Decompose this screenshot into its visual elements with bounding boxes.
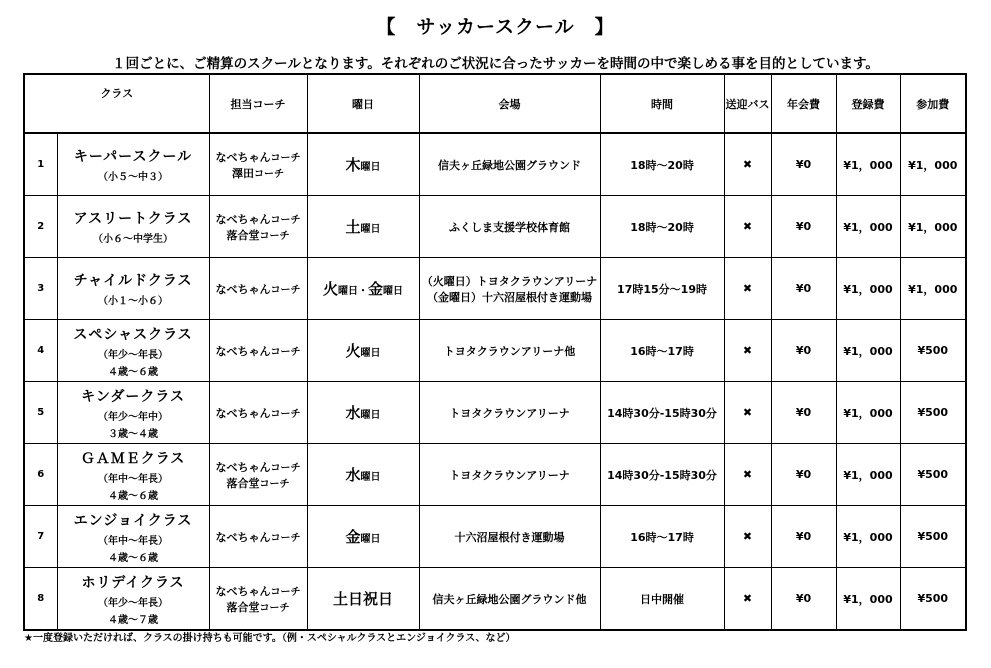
class-age: ４歳～６歳 <box>108 366 158 378</box>
venue-name: 信夫ヶ丘緑地公園グラウンド他 <box>432 592 587 606</box>
table-row <box>24 133 966 196</box>
day-suffix: 曜日 <box>360 410 381 421</box>
coach-name: 落合堂 <box>226 600 260 614</box>
participation-fee-cell: ¥500 <box>900 382 966 444</box>
day-main: 水 <box>345 404 361 422</box>
day-main: 金 <box>368 280 384 298</box>
venue-name: 十六沼屋根付き運動場 <box>454 530 565 544</box>
class-cell <box>57 320 209 382</box>
annual-fee-cell: ¥0 <box>771 133 836 196</box>
bus-unavailable-icon: ✖ <box>724 258 771 320</box>
coach-suffix: コーチ <box>270 152 301 164</box>
participation-fee-cell: ¥500 <box>900 320 966 382</box>
annual-fee-cell: ¥0 <box>771 382 836 444</box>
participation-fee-cell: ¥1，000 <box>900 133 966 196</box>
day-cell <box>307 258 419 320</box>
day-cell <box>307 382 419 444</box>
day-suffix: 曜日・ <box>338 286 369 297</box>
table-row <box>24 568 966 631</box>
registration-fee-cell: ¥1，000 <box>836 258 900 320</box>
coach-cell <box>209 133 307 196</box>
venue-cell <box>419 133 600 196</box>
coach-suffix: コーチ <box>270 284 301 296</box>
time-cell: 16時～17時 <box>600 506 724 568</box>
row-number: 6 <box>24 444 57 506</box>
registration-fee-cell: ¥1，000 <box>836 382 900 444</box>
venue-name: （火曜日）トヨタクラウンアリーナ <box>421 274 598 288</box>
class-name: チャイルドクラス <box>73 273 193 289</box>
annual-fee-cell: ¥0 <box>771 258 836 320</box>
coach-name: 澤田 <box>232 166 255 180</box>
class-cell <box>57 196 209 258</box>
coach-suffix: コーチ <box>270 346 301 358</box>
class-cell <box>57 506 209 568</box>
participation-fee-cell: ¥500 <box>900 506 966 568</box>
coach-name: なべちゃん <box>215 282 271 296</box>
bus-unavailable-icon: ✖ <box>724 133 771 196</box>
venue-cell <box>419 568 600 631</box>
annual-fee-cell: ¥0 <box>771 196 836 258</box>
class-age: ４歳～７歳 <box>108 614 158 626</box>
class-name: アスリートクラス <box>73 211 193 227</box>
day-suffix: 曜日 <box>360 348 381 359</box>
day-main: 水 <box>345 466 361 484</box>
day-cell <box>307 196 419 258</box>
annual-fee-cell: ¥0 <box>771 320 836 382</box>
annual-fee-cell: ¥0 <box>771 444 836 506</box>
row-number: 4 <box>24 320 57 382</box>
venue-cell <box>419 382 600 444</box>
coach-suffix: コーチ <box>270 532 301 544</box>
coach-cell <box>209 320 307 382</box>
schedule-table <box>23 73 967 631</box>
day-cell <box>307 506 419 568</box>
day-main: 木 <box>345 156 361 174</box>
day-suffix: 曜日 <box>360 472 381 483</box>
table-row <box>24 320 966 382</box>
header-day: 曜日 <box>307 74 419 133</box>
table-row <box>24 506 966 568</box>
coach-suffix: コーチ <box>259 602 290 614</box>
time-cell: 14時30分-15時30分 <box>600 382 724 444</box>
coach-name: なべちゃん <box>215 344 271 358</box>
day-main: 火 <box>323 280 339 298</box>
class-name: ホリデイクラス <box>81 574 185 591</box>
annual-fee-cell: ¥0 <box>771 568 836 631</box>
coach-suffix: コーチ <box>259 230 290 242</box>
class-name: エンジョイクラス <box>73 512 193 529</box>
row-number: 3 <box>24 258 57 320</box>
venue-cell <box>419 196 600 258</box>
annual-fee-cell: ¥0 <box>771 506 836 568</box>
class-grade: （小６～中学生） <box>93 234 173 245</box>
registration-fee-cell: ¥1，000 <box>836 568 900 631</box>
bus-unavailable-icon: ✖ <box>724 196 771 258</box>
class-grade: （年少～年中） <box>98 411 168 423</box>
participation-fee-cell: ¥500 <box>900 568 966 631</box>
registration-fee-cell: ¥1，000 <box>836 196 900 258</box>
day-suffix: 曜日 <box>360 224 381 235</box>
row-number: 5 <box>24 382 57 444</box>
time-cell: 18時～20時 <box>600 196 724 258</box>
page-subtitle: １回ごとに、ご精算のスクールとなります。それぞれのご状況に合ったサッカーを時間の中で楽しめる事を目的としています。 <box>112 56 879 72</box>
day-cell <box>307 320 419 382</box>
class-name: スペシャスクラス <box>73 326 193 343</box>
bus-unavailable-icon: ✖ <box>724 444 771 506</box>
class-age: ４歳～６歳 <box>108 490 158 502</box>
bus-unavailable-icon: ✖ <box>724 382 771 444</box>
coach-cell <box>209 196 307 258</box>
coach-suffix: コーチ <box>270 214 301 226</box>
time-cell: 14時30分-15時30分 <box>600 444 724 506</box>
day-cell <box>307 444 419 506</box>
coach-cell <box>209 568 307 631</box>
class-cell <box>57 382 209 444</box>
venue-cell <box>419 258 600 320</box>
bus-unavailable-icon: ✖ <box>724 506 771 568</box>
coach-name: なべちゃん <box>215 406 271 420</box>
coach-suffix: コーチ <box>254 168 285 180</box>
day-suffix: 曜日 <box>360 162 381 173</box>
coach-name: なべちゃん <box>215 530 271 544</box>
venue-name: （金曜日）十六沼屋根付き運動場 <box>427 290 593 304</box>
day-main: 金 <box>345 528 361 546</box>
bus-unavailable-icon: ✖ <box>724 568 771 631</box>
class-cell <box>57 258 209 320</box>
header-annual-fee: 年会費 <box>771 74 836 133</box>
table-row <box>24 382 966 444</box>
table-row <box>24 444 966 506</box>
class-grade: （年中～年長） <box>98 473 168 485</box>
day-suffix: 曜日 <box>383 286 404 297</box>
registration-fee-cell: ¥1，000 <box>836 320 900 382</box>
header-coach: 担当コーチ <box>209 74 307 133</box>
registration-fee-cell: ¥1，000 <box>836 444 900 506</box>
venue-name: トヨタクラウンアリーナ <box>449 468 570 482</box>
participation-fee-cell: ¥1，000 <box>900 258 966 320</box>
coach-name: なべちゃん <box>215 150 271 164</box>
row-number: 1 <box>24 133 57 196</box>
venue-cell <box>419 444 600 506</box>
time-cell: 16時～17時 <box>600 320 724 382</box>
day-cell <box>307 568 419 631</box>
row-number: 7 <box>24 506 57 568</box>
class-grade: （年少～年長） <box>98 349 168 361</box>
coach-cell <box>209 258 307 320</box>
row-number: 2 <box>24 196 57 258</box>
time-cell: 日中開催 <box>600 568 724 631</box>
class-grade: （年少～年長） <box>98 597 168 609</box>
coach-name: 落合堂 <box>226 228 260 242</box>
coach-name: なべちゃん <box>215 212 271 226</box>
day-main: 土 <box>345 218 361 236</box>
row-number: 8 <box>24 568 57 631</box>
registration-fee-cell: ¥1，000 <box>836 506 900 568</box>
class-name: キンダークラス <box>81 388 185 405</box>
day-suffix: 曜日 <box>360 534 381 545</box>
class-grade: （小５～中３） <box>98 172 168 183</box>
time-cell: 18時～20時 <box>600 133 724 196</box>
venue-cell <box>419 320 600 382</box>
coach-name: 落合堂 <box>226 476 260 490</box>
table-row <box>24 258 966 320</box>
coach-suffix: コーチ <box>270 462 301 474</box>
registration-fee-cell: ¥1，000 <box>836 133 900 196</box>
class-age: ４歳～６歳 <box>108 552 158 564</box>
table-row <box>24 196 966 258</box>
class-cell <box>57 133 209 196</box>
header-bus: 送迎バス <box>724 74 771 133</box>
day-cell <box>307 133 419 196</box>
day-main: 土日祝日 <box>333 590 394 608</box>
participation-fee-cell: ¥1，000 <box>900 196 966 258</box>
time-cell: 17時15分～19時 <box>600 258 724 320</box>
coach-cell <box>209 382 307 444</box>
day-main: 火 <box>345 342 361 360</box>
class-age: ３歳～４歳 <box>108 428 158 440</box>
class-cell <box>57 568 209 631</box>
coach-suffix: コーチ <box>270 408 301 420</box>
venue-cell <box>419 506 600 568</box>
class-grade: （年中～年長） <box>98 535 168 547</box>
venue-name: ふくしま支援学校体育館 <box>449 220 571 234</box>
header-registration-fee: 登録費 <box>836 74 900 133</box>
footnote: ★一度登録いただければ、クラスの掛け持ちも可能です。（例・スペシャルクラスとエンジョイクラス、など） <box>24 633 516 644</box>
coach-cell <box>209 444 307 506</box>
venue-name: トヨタクラウンアリーナ他 <box>443 344 576 358</box>
class-cell <box>57 444 209 506</box>
participation-fee-cell: ¥500 <box>900 444 966 506</box>
header-time: 時間 <box>600 74 724 133</box>
venue-name: トヨタクラウンアリーナ <box>449 406 570 420</box>
header-venue: 会場 <box>419 74 600 133</box>
class-grade: （小１～小６） <box>98 296 168 307</box>
coach-name: なべちゃん <box>215 584 271 598</box>
class-name: キーパースクール <box>73 149 193 165</box>
coach-name: なべちゃん <box>215 460 271 474</box>
page-title: 【 サッカースクール 】 <box>376 16 615 38</box>
header-participation-fee: 参加費 <box>900 74 966 133</box>
coach-suffix: コーチ <box>259 478 290 490</box>
class-name: ＧＡＭＥクラス <box>80 450 186 467</box>
venue-name: 信夫ヶ丘緑地公園グラウンド <box>438 158 582 172</box>
coach-suffix: コーチ <box>270 586 301 598</box>
header-class: クラス <box>24 74 209 133</box>
bus-unavailable-icon: ✖ <box>724 320 771 382</box>
coach-cell <box>209 506 307 568</box>
table-header-row <box>24 74 966 133</box>
